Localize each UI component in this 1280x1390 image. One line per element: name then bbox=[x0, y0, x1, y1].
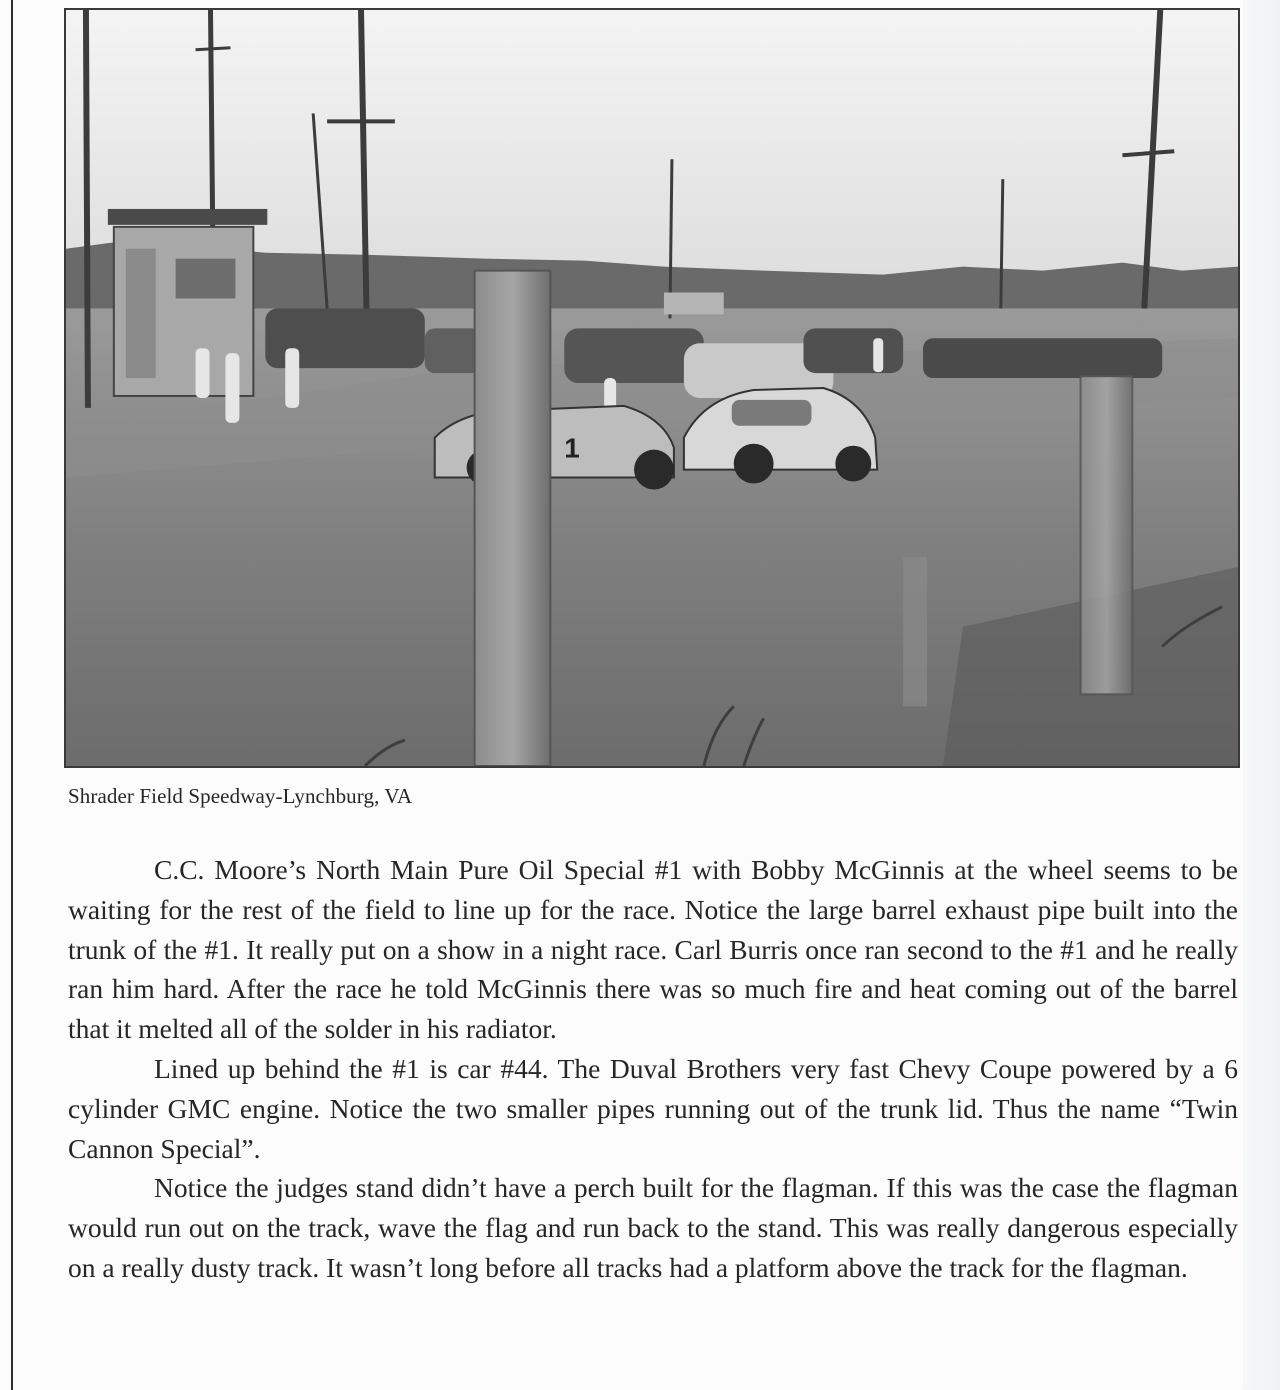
paragraph: Lined up behind the #1 is car #44. The Duval Brothers very fast Chevy Coupe powered by a 6 cylinder GMC engine. Notice the two smaller pipes running out of the trunk lid. Thus the name “Twin Cannon Special”. bbox=[68, 1052, 1238, 1164]
paragraph: Notice the judges stand didn’t have a perch built for the flagman. If this was the case the flagman would run out on the track, wave the flag and run back to the stand. This was really dangerous especially on a really dusty track. It wasn’t long before all tracks had a platform above the track for the flagman. bbox=[68, 1172, 1238, 1283]
svg-text:1: 1 bbox=[564, 432, 580, 464]
page-edge-shadow bbox=[1243, 0, 1280, 1390]
paragraph: C.C. Moore’s North Main Pure Oil Special #1 with Bobby McGinnis at the wheel seems to be waiting for the rest of the field to line up for the race. Notice the large barrel exhaust pipe built into the trunk of the #1. It really put on a show in a night race. Carl Burris once ran second to the #1 and he really ran him hard. After the race he told McGinnis there was so much fire and heat coming out of the barrel that it melted all of the solder in his radiator. bbox=[68, 854, 1238, 1045]
race-track-photo bbox=[64, 8, 1240, 768]
article-body bbox=[68, 850, 1238, 1288]
wooden-post bbox=[475, 271, 551, 766]
wooden-post-right bbox=[1081, 376, 1133, 694]
photo-caption: Shrader Field Speedway-Lynchburg, VA bbox=[68, 784, 413, 808]
page-left-rule bbox=[11, 0, 13, 1390]
photo-illustration bbox=[66, 10, 1238, 766]
judges-stand bbox=[108, 209, 267, 396]
race-car-1 bbox=[435, 406, 674, 490]
